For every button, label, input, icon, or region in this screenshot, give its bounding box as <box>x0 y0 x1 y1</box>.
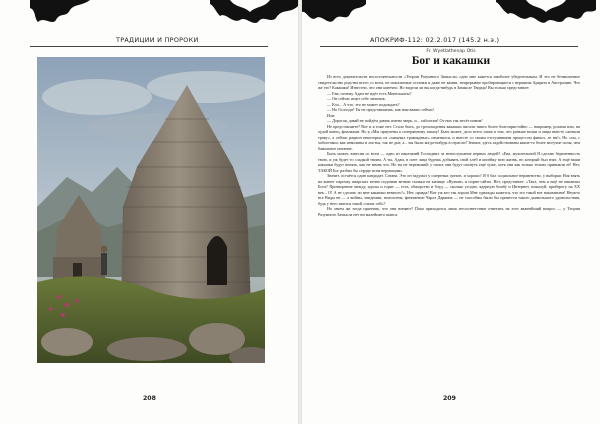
author-byline: Fr. Wyetlathenap Otis <box>426 49 476 54</box>
paragraph: Из всех доказательств несостоятельности «Теории Разумного Замысла» одно мне кажется наиболее убедительным. И это не безмиличное свидетельство родства всего со всем, не ископаемые останки и даже не камни, непрерывно пробирающиеся с вершины Арарата в Австралию. Что же это? Какашки! Известно, что они конечно. Но видели ли вы когда-нибудь в Замысле Творца! Вы только представьте: <box>318 74 580 90</box>
article-body <box>318 74 580 392</box>
page-number: 208 <box>143 395 156 402</box>
paragraph: Быть может, взвесив со всем — одно из наказаний Господних за непослушание первых людей? «Ева, мучительной Я сделаю беременность твою, и уж будет то сладкой твоим. А ты, Адам, в поте лица будешь добывать свой хлеб и копейку всю жизнь, но который был взят. А ещё ваши какашки будут вонять, как не вновь что. Но ты не переживай: у своих они будут пахнуть ещё хуже, хотя они как только тельно привыкли её! Нет, ТАКОЙ Бог разбил бы сердце всем верующим». <box>318 151 580 173</box>
left-page <box>0 0 298 424</box>
crypt-photo <box>37 57 265 363</box>
paragraph: Значит, остаётся один кандидат. Сатана. Это он задумал у смертных грехов, и хорошо! Я б бал социальное неравенство, у выборки Ноя взять на ковчег парочку пиарских вечно подозвав ветвам сыльки на капище «Вулкан» и порно-сайты. Нет, представьте: «Такх, чем я ещё не накавлял Бога? Притворение между, идолы и горит — есть, обжорство и блуд — сколько угодно, ядерную бомбу и Интернет, пожалуй, приберегу на XX век... О! А не сделать ли мне какашки немного!». Нет, правда! Вот уж кто так хорош Мне однажды кажется, что это такой вот наказанием! Неужто все Виды не — а войны, эпидемии, неасистны, феноменон Чарлз Дарвина — не способны были бы принести такого дьявольского удовольствия, будь у него имелся такой «запах сей»? <box>318 173 580 206</box>
right-page <box>302 0 600 424</box>
paragraph: Но зачем же тогда признать, что они воняют? Пока приходится лишь несоответствие ответить на этот важнейший вопрос — у Теории Разумного Замысла нет ни малейшего шанса. <box>318 206 580 217</box>
paragraph: — Кхх... А что, это не может подождать? <box>327 101 400 107</box>
ornament-icon <box>210 0 298 26</box>
running-head: ТРАДИЦИИ И ПРОРОКИ <box>116 36 199 44</box>
paragraph: — Он сейчас ищет себе личинок. <box>327 96 386 101</box>
header-rule <box>30 46 268 47</box>
header-rule <box>320 46 578 47</box>
ornament-icon <box>302 0 366 26</box>
page-number: 209 <box>443 395 456 402</box>
running-head: АПОКРИФ-112: 02.2.017 (145.2 н.э.) <box>370 36 500 44</box>
ornament-icon <box>30 0 90 26</box>
paragraph: Или: <box>327 112 336 118</box>
paragraph: — Но Господи! Ты не представляешь, как нам важно сейчас! <box>327 107 435 112</box>
article-title: Бог и какашки <box>411 55 491 67</box>
paragraph: Не представляете? Вот и я тоже нет. Стало быть, до грехопадения какашки писали никто более благопристойно — например, розами или, на худой конец, фиалками. Но я «Мы приучены к потерянному запаху! Быть может, дело всего лишь в том, что раньше волки и овцы вместе «жевали траву», а сейчас рацион некоторых из «хищных травоядных» изменился, и вместе со своим отступившим процессом фимол, ле ни!» Но «хм, с хабоотами» как извилины и листья, так не дыт, а... вы были когда-нибудь в отрасли? Значит, здесь задействованы какие-то более могучие силы, чем банальное питание. <box>318 123 580 151</box>
paragraph: — Ева, почему Адам не идёт есть Минеськаты? <box>327 90 412 96</box>
ornament-icon <box>496 0 596 26</box>
paragraph: — Дорогая, давай не пойдём давать имена зверь, и... хабоотам! От них так несёт пивом! <box>327 118 483 123</box>
